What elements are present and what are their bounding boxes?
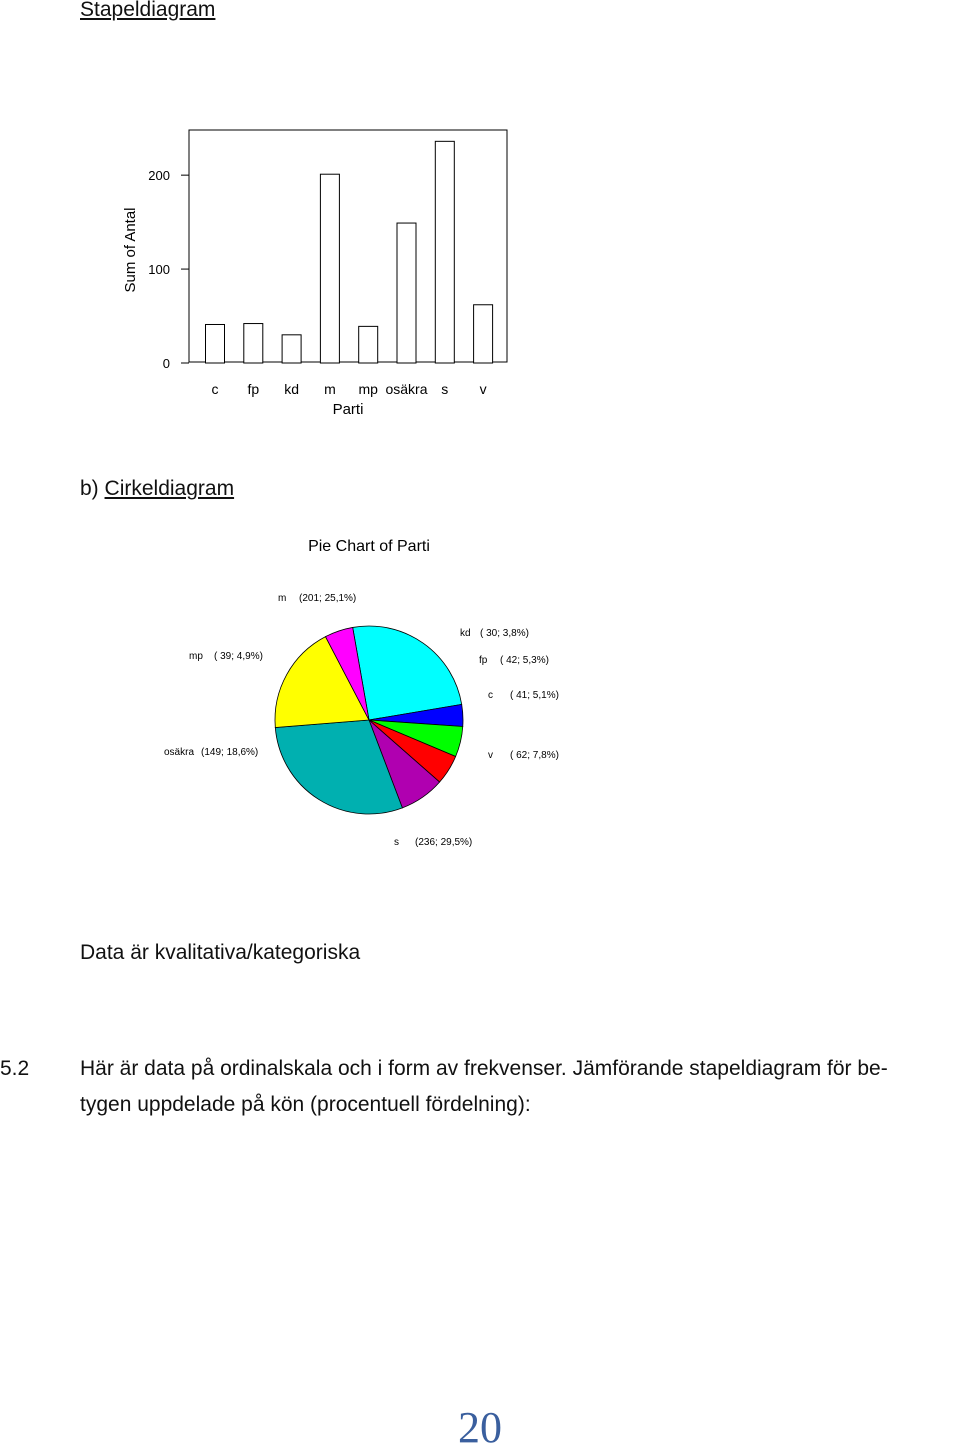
bar-chart xyxy=(100,120,530,430)
pie-slice-label: c xyxy=(488,690,493,701)
pie-slice-label: s xyxy=(394,837,399,848)
section-text-line-1: Här är data på ordinalskala och i form av frekvenser. Jämförande stapeldiagram för be- xyxy=(80,1057,888,1080)
bar xyxy=(244,324,263,363)
pie-slice-detail: ( 42; 5,3%) xyxy=(500,655,549,666)
bar xyxy=(282,335,301,363)
bar-xtick-label: fp xyxy=(247,381,260,397)
pie-slice-label: v xyxy=(488,750,493,761)
bar-chart-xlabel: Parti xyxy=(332,401,364,418)
bar-ytick-label: 200 xyxy=(148,168,170,184)
bar-xtick-label: mp xyxy=(358,381,378,397)
bar-chart-frame xyxy=(189,130,507,362)
pie-slice-detail: (149; 18,6%) xyxy=(201,747,259,758)
bar-chart-ylabel: Sum of Antal xyxy=(122,207,139,293)
bar-ytick-label: 100 xyxy=(148,262,170,278)
pie-slice-detail: ( 30; 3,8%) xyxy=(480,628,529,639)
pie-slice-label: kd xyxy=(460,628,471,639)
bar xyxy=(397,223,416,363)
bar-xtick-label: m xyxy=(324,381,336,397)
pie-slice-detail: ( 39; 4,9%) xyxy=(214,651,263,662)
heading-stapeldiagram: Stapeldiagram xyxy=(80,0,216,21)
bar-xtick-label: v xyxy=(479,381,487,397)
page-number: 20 xyxy=(458,1403,502,1452)
bar xyxy=(435,141,454,363)
pie-slice-label: fp xyxy=(479,655,488,666)
bar xyxy=(320,174,339,363)
data-type-text: Data är kvalitativa/kategoriska xyxy=(80,941,361,964)
pie-slice-detail: (236; 29,5%) xyxy=(415,837,473,848)
heading-cirkeldiagram-label: Cirkeldiagram xyxy=(104,477,235,500)
pie-slice-detail: ( 62; 7,8%) xyxy=(510,750,559,761)
pie-chart xyxy=(150,525,590,865)
pie-slice-detail: ( 41; 5,1%) xyxy=(510,690,559,701)
bar xyxy=(474,305,493,363)
pie-slice-label: osäkra xyxy=(164,747,195,758)
bar-xtick-label: c xyxy=(211,381,219,397)
bar-xtick-label: osäkra xyxy=(385,381,428,397)
section-text-line-2: tygen uppdelade på kön (procentuell fördelning): xyxy=(80,1093,531,1116)
pie-slice-label: mp xyxy=(189,651,203,662)
pie-slice xyxy=(353,626,462,720)
bar xyxy=(206,324,225,363)
bar-xtick-label: kd xyxy=(284,381,299,397)
bar-xtick-label: s xyxy=(441,381,449,397)
bar xyxy=(359,326,378,363)
pie-slice-label: m xyxy=(278,593,287,604)
bar-ytick-label: 0 xyxy=(162,356,170,371)
section-number: 5.2 xyxy=(0,1057,30,1080)
pie-chart-title: Pie Chart of Parti xyxy=(308,538,430,555)
heading-prefix: b) xyxy=(80,477,99,500)
heading-cirkeldiagram xyxy=(80,477,234,501)
pie-slice-detail: (201; 25,1%) xyxy=(299,593,357,604)
